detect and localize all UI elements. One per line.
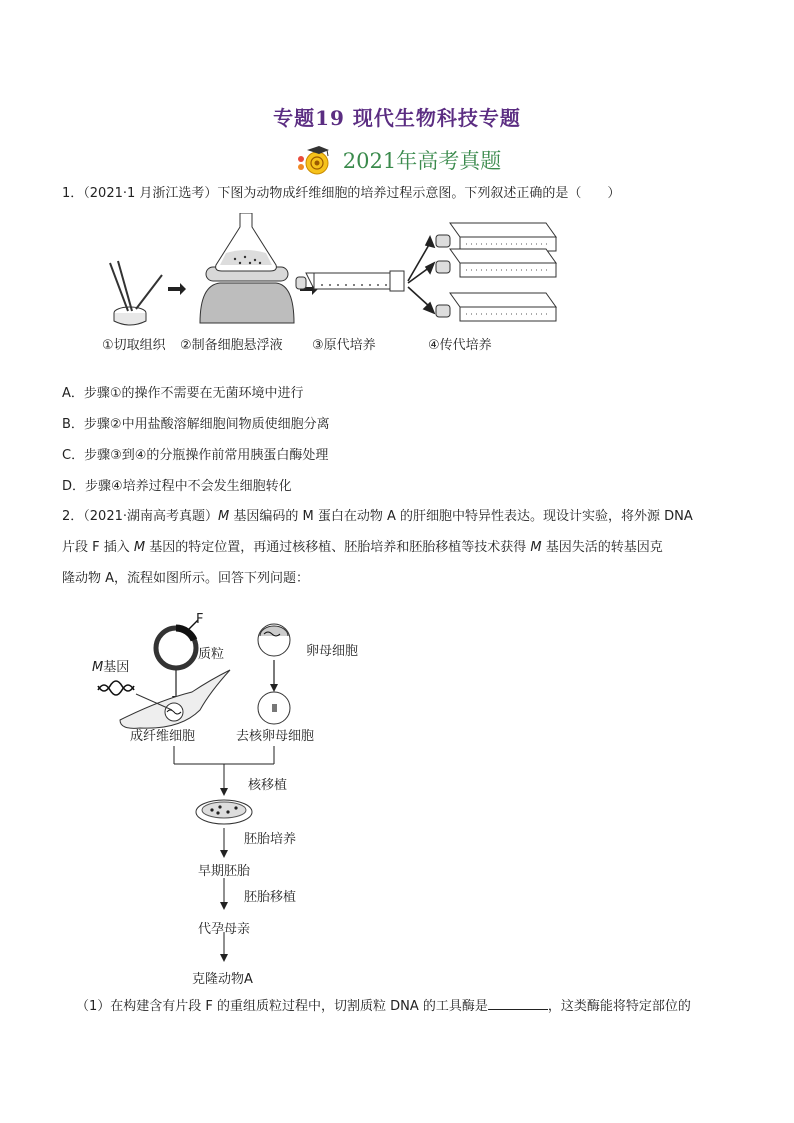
graduate-mascot-icon [293, 143, 335, 177]
label-oocyte: 卵母细胞 [306, 644, 359, 659]
label-embryo-culture: 胚胎培养 [244, 832, 297, 847]
label-F: F [196, 612, 204, 627]
label-m-gene: M基因 [92, 660, 130, 675]
page-title: 专题19 现代生物科技专题 [273, 106, 521, 130]
q1-stem: 1．（2021·1 月浙江选考）下图为动物成纤维细胞的培养过程示意图。下列叙述正确的是（ ） [62, 186, 621, 201]
q1-option-d: D．步骤④培养过程中不会发生细胞转化 [62, 479, 292, 494]
label-nuclear-transfer: 核移植 [248, 778, 288, 793]
branch-arrows [408, 237, 434, 313]
fig-label-step4: ④传代培养 [428, 338, 492, 353]
subtitle-text: 2021年高考真题 [342, 149, 502, 173]
suspension-flask-icon [200, 213, 294, 323]
label-fibroblast: 成纤维细胞 [130, 729, 196, 744]
q2-sub1: （1）在构建含有片段 F 的重组质粒过程中，切割质粒 DNA 的工具酶是 ，这类酶能将特定部位的 [76, 999, 691, 1014]
label-embryo-transfer: 胚胎移植 [244, 890, 297, 905]
q1-option-b: B．步骤②中用盐酸溶解细胞间物质使细胞分离 [62, 417, 330, 432]
arrow-1 [168, 283, 186, 295]
label-clone-animal: 克隆动物A [192, 972, 253, 987]
passage-flasks-icon [436, 223, 556, 321]
label-enucleated-oocyte: 去核卵母细胞 [236, 729, 315, 744]
fig-label-step1: ①切取组织 [102, 338, 166, 353]
fig-label-step2: ②制备细胞悬浮液 [180, 338, 283, 353]
tissue-dish-icon [110, 261, 162, 325]
section-subtitle [0, 143, 794, 177]
label-plasmid: 质粒 [198, 647, 225, 662]
answer-blank[interactable] [488, 997, 548, 1010]
dna-icon [98, 685, 134, 695]
q2-stem-line1: 2．（2021·湖南高考真题）M 基因编码的 M 蛋白在动物 A 的肝细胞中特异性表达。现设计实验，将外源 DNA [62, 509, 693, 524]
label-surrogate: 代孕母亲 [198, 922, 251, 937]
q2-stem-line2: 片段 F 插入 M 基因的特定位置，再通过核移植、胚胎培养和胚胎移植等技术获得 M 基因失活的转基因克 [62, 540, 663, 555]
q2-stem-line3: 隆动物 A，流程如图所示。回答下列问题： [62, 571, 310, 586]
cell-culture-figure [100, 213, 570, 333]
label-early-embryo: 早期胚胎 [198, 864, 251, 879]
q1-option-c: C．步骤③到④的分瓶操作前常用胰蛋白酶处理 [62, 448, 329, 463]
q1-option-a: A．步骤①的操作不需要在无菌环境中进行 [62, 386, 304, 401]
fig-label-step3: ③原代培养 [312, 338, 376, 353]
